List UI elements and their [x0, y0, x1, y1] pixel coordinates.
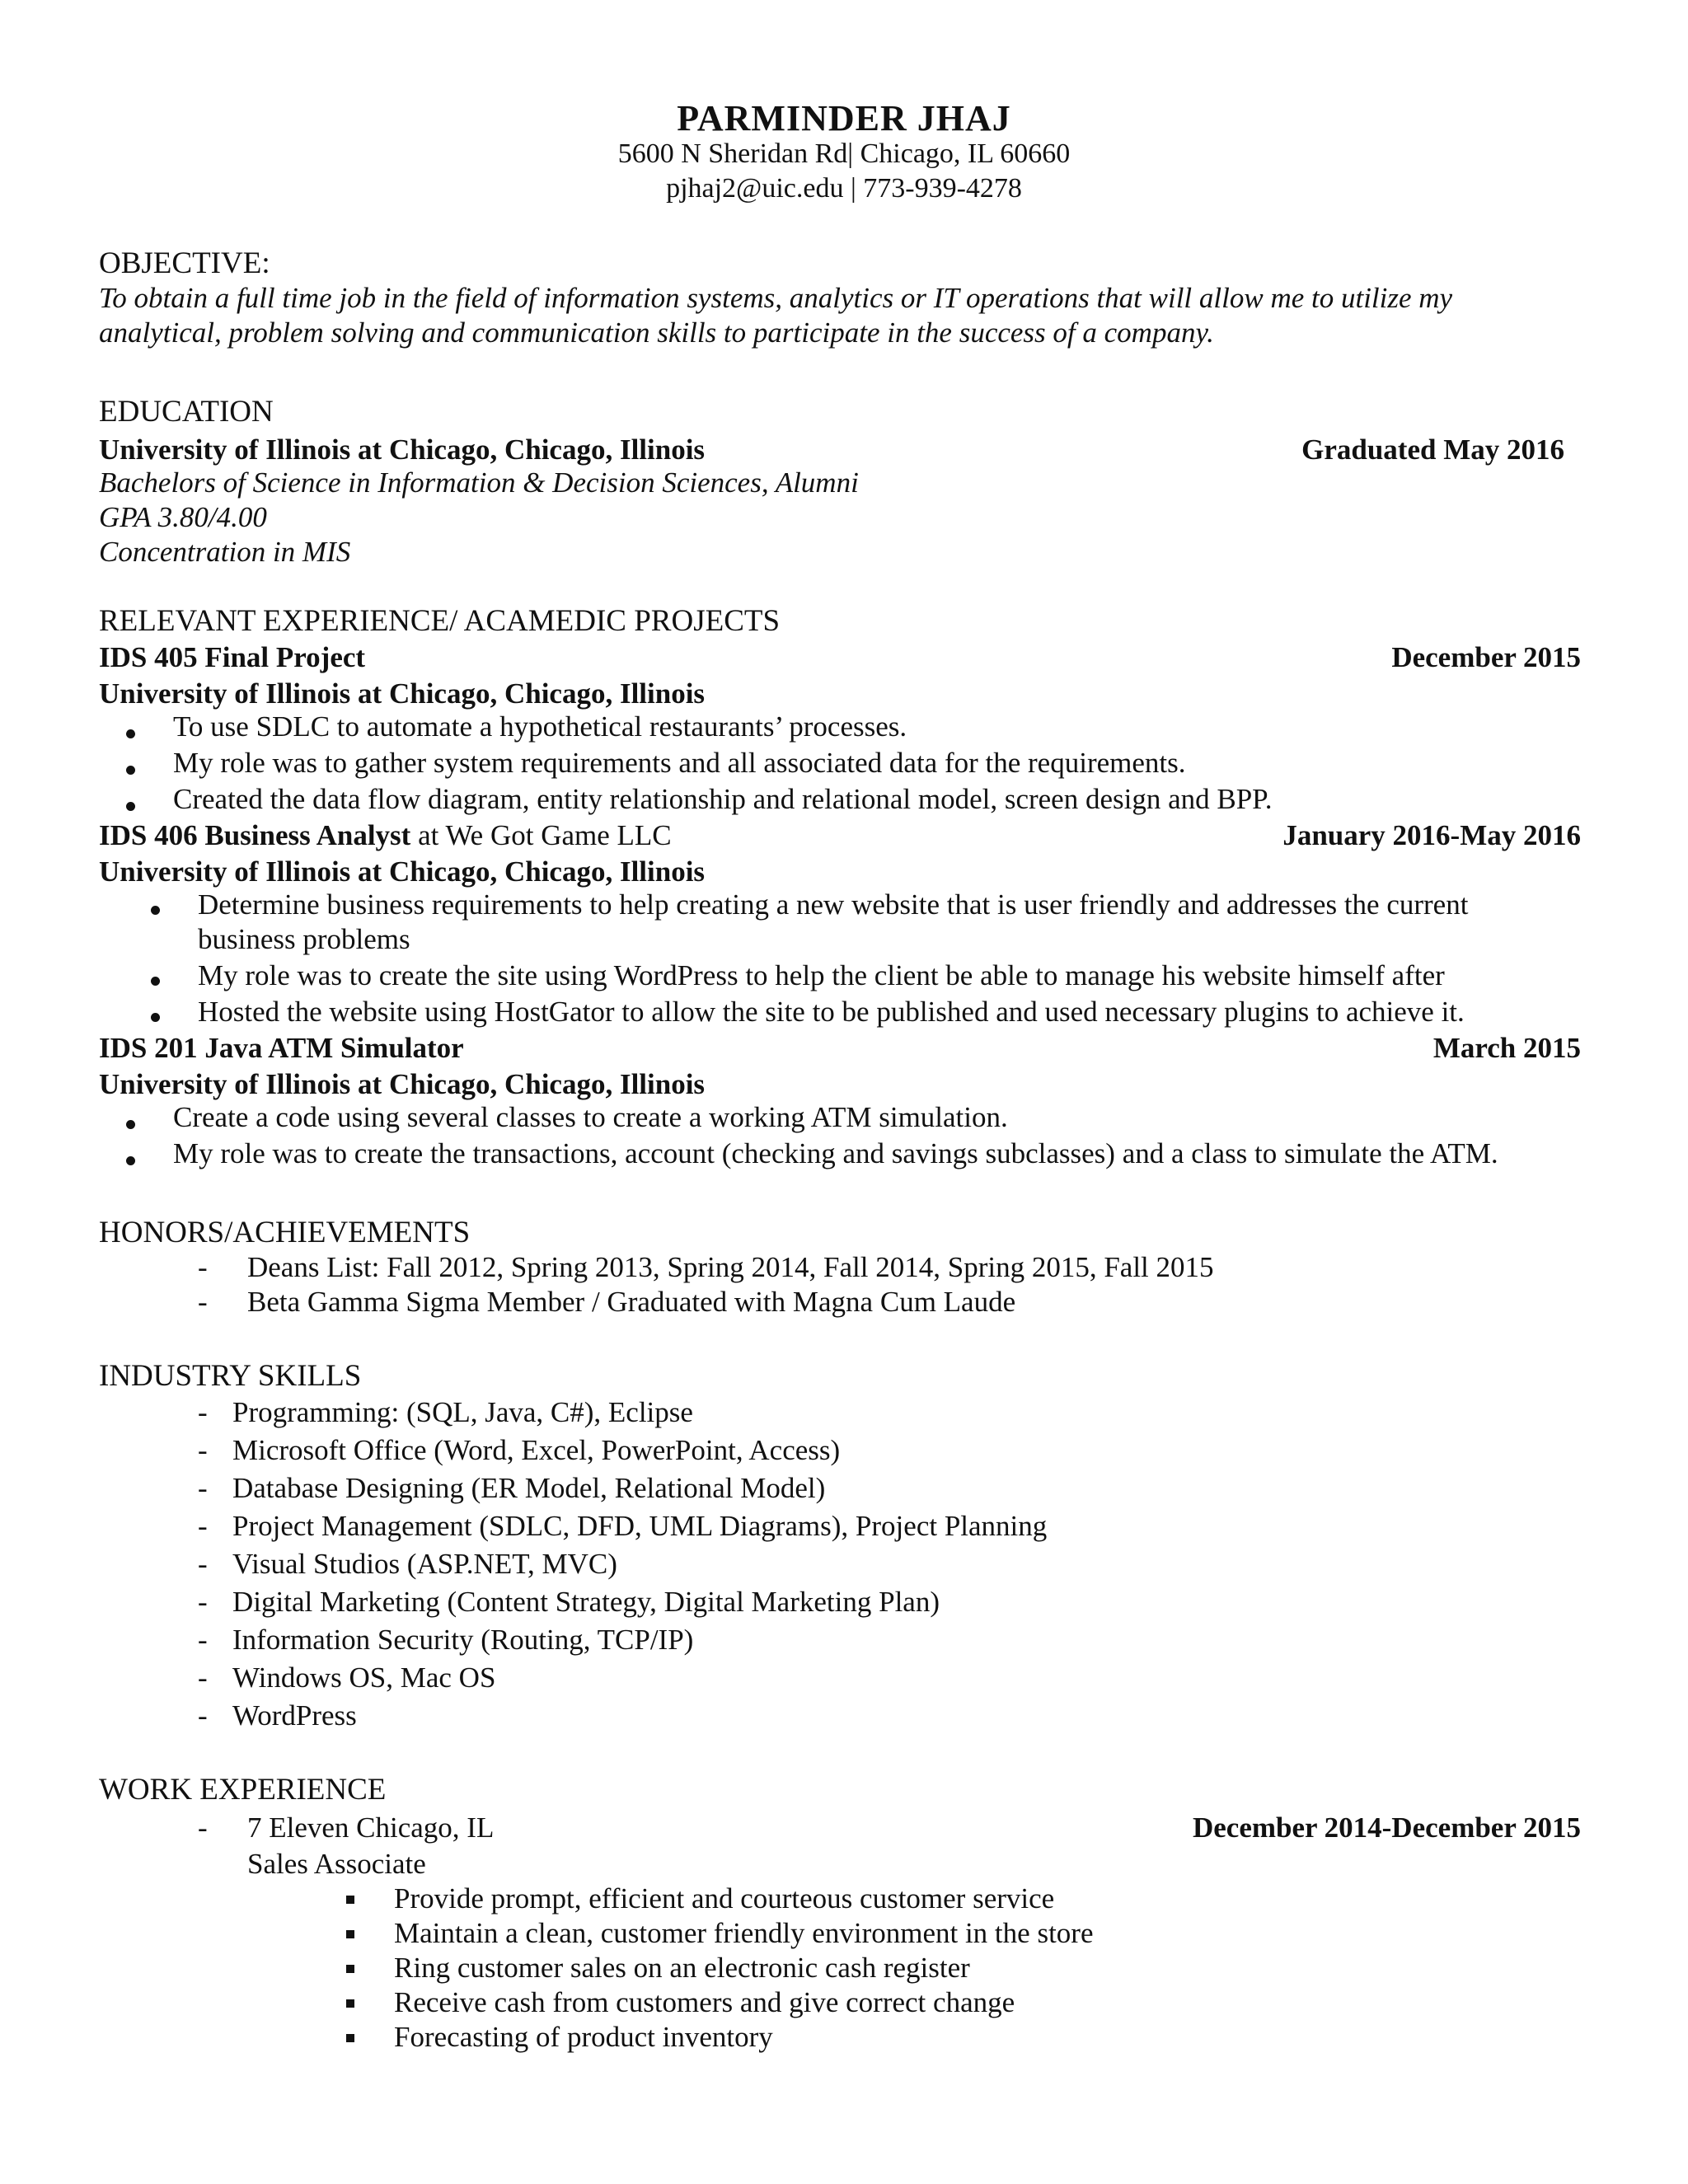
work-date: December 2014-December 2015: [1192, 1811, 1581, 1844]
honors-item: Beta Gamma Sigma Member / Graduated with Magna Cum Laude: [247, 1286, 1016, 1318]
dash-icon: -: [198, 1472, 208, 1504]
skill-item: Project Management (SDLC, DFD, UML Diagrams), Project Planning: [232, 1510, 1048, 1542]
project-date: January 2016-May 2016: [1282, 819, 1581, 851]
experience-heading: RELEVANT EXPERIENCE/ ACAMEDIC PROJECTS: [99, 604, 781, 638]
project-date: March 2015: [1432, 1032, 1581, 1064]
project-school: University of Illinois at Chicago, Chicago, Illinois: [99, 1068, 706, 1100]
work-bullet: Maintain a clean, customer friendly environment in the store: [394, 1917, 1094, 1949]
skill-item: Information Security (Routing, TCP/IP): [232, 1624, 694, 1656]
project-bullet-continuation: business problems: [198, 923, 410, 955]
bullet-icon: [151, 977, 160, 986]
work-bullet: Ring customer sales on an electronic cash register: [394, 1952, 970, 1984]
project-title: IDS 405 Final Project: [99, 641, 366, 673]
skill-item: Database Designing (ER Model, Relational Model): [232, 1472, 826, 1504]
education-heading: EDUCATION: [99, 395, 274, 429]
project-date: December 2015: [1391, 641, 1581, 673]
education-concentration: Concentration in MIS: [99, 536, 351, 568]
square-bullet-icon: [346, 1896, 354, 1904]
project-school: University of Illinois at Chicago, Chicago, Illinois: [99, 855, 706, 888]
square-bullet-icon: [346, 1930, 354, 1938]
project-title: IDS 406 Business Analyst: [99, 819, 411, 851]
bullet-icon: [151, 1013, 160, 1022]
project-bullet: Create a code using several classes to create a working ATM simulation.: [173, 1101, 1008, 1133]
objective-heading: OBJECTIVE:: [99, 246, 270, 280]
work-bullet: Provide prompt, efficient and courteous customer service: [394, 1882, 1055, 1915]
project-title-line: [99, 819, 672, 852]
education-date: Graduated May 2016: [1301, 434, 1564, 466]
skills-heading: INDUSTRY SKILLS: [99, 1359, 362, 1393]
bullet-icon: [126, 729, 135, 738]
honors-item: Deans List: Fall 2012, Spring 2013, Spring 2014, Fall 2014, Spring 2015, Fall 2015: [247, 1251, 1214, 1283]
address-line: 5600 N Sheridan Rd| Chicago, IL 60660: [617, 138, 1071, 169]
project-bullet: My role was to create the site using WordPress to help the client be able to manage his website himself after: [198, 959, 1445, 991]
objective-text-line-1: To obtain a full time job in the field of information systems, analytics or IT operations that will allow me to utilize my: [99, 282, 1453, 314]
dash-icon: -: [198, 1434, 208, 1466]
skill-item: WordPress: [232, 1699, 357, 1732]
dash-icon: -: [198, 1661, 208, 1694]
project-bullet: Created the data flow diagram, entity relationship and relational model, screen design and BPP.: [173, 783, 1273, 815]
bullet-icon: [126, 1120, 135, 1129]
project-bullet: Determine business requirements to help creating a new website that is user friendly and addresses the current: [198, 888, 1469, 921]
work-bullet: Receive cash from customers and give correct change: [394, 1986, 1015, 2018]
dash-icon: -: [198, 1396, 208, 1428]
dash-icon: -: [198, 1510, 208, 1542]
work-role: Sales Associate: [247, 1848, 426, 1880]
dash-icon: -: [198, 1699, 208, 1732]
contact-line: pjhaj2@uic.edu | 773-939-4278: [666, 173, 1022, 204]
dash-icon: -: [198, 1624, 208, 1656]
objective-text-line-2: analytical, problem solving and communication skills to participate in the success of a company.: [99, 316, 1214, 349]
project-bullet: To use SDLC to automate a hypothetical restaurants’ processes.: [173, 710, 907, 743]
education-school: University of Illinois at Chicago, Chicago, Illinois: [99, 434, 706, 466]
skill-item: Visual Studios (ASP.NET, MVC): [232, 1548, 617, 1580]
bullet-icon: [126, 766, 135, 775]
square-bullet-icon: [346, 1965, 354, 1973]
bullet-icon: [126, 802, 135, 811]
dash-icon: -: [198, 1286, 208, 1318]
bullet-icon: [126, 1156, 135, 1165]
honors-heading: HONORS/ACHIEVEMENTS: [99, 1216, 471, 1249]
project-title-rest: at We Got Game LLC: [410, 819, 672, 851]
dash-icon: -: [198, 1586, 208, 1618]
project-school: University of Illinois at Chicago, Chicago, Illinois: [99, 677, 706, 710]
work-heading: WORK EXPERIENCE: [99, 1773, 387, 1807]
skill-item: Windows OS, Mac OS: [232, 1661, 496, 1694]
skill-item: Programming: (SQL, Java, C#), Eclipse: [232, 1396, 693, 1428]
project-bullet: My role was to gather system requirements and all associated data for the requirements.: [173, 747, 1186, 779]
project-title: IDS 201 Java ATM Simulator: [99, 1032, 464, 1064]
education-degree: Bachelors of Science in Information & Decision Sciences, Alumni: [99, 466, 859, 499]
bullet-icon: [151, 906, 160, 915]
dash-icon: -: [198, 1251, 208, 1283]
square-bullet-icon: [346, 1999, 354, 2008]
work-bullet: Forecasting of product inventory: [394, 2021, 773, 2053]
project-bullet: My role was to create the transactions, account (checking and savings subclasses) and a class to simulate the ATM.: [173, 1137, 1498, 1169]
work-employer: 7 Eleven Chicago, IL: [247, 1811, 495, 1844]
dash-icon: -: [198, 1811, 208, 1844]
dash-icon: -: [198, 1548, 208, 1580]
skill-item: Digital Marketing (Content Strategy, Digital Marketing Plan): [232, 1586, 940, 1618]
skill-item: Microsoft Office (Word, Excel, PowerPoint, Access): [232, 1434, 841, 1466]
square-bullet-icon: [346, 2034, 354, 2042]
candidate-name: PARMINDER JHAJ: [677, 98, 1011, 138]
education-gpa: GPA 3.80/4.00: [99, 501, 267, 533]
project-bullet: Hosted the website using HostGator to allow the site to be published and used necessary plugins to achieve it.: [198, 996, 1465, 1028]
